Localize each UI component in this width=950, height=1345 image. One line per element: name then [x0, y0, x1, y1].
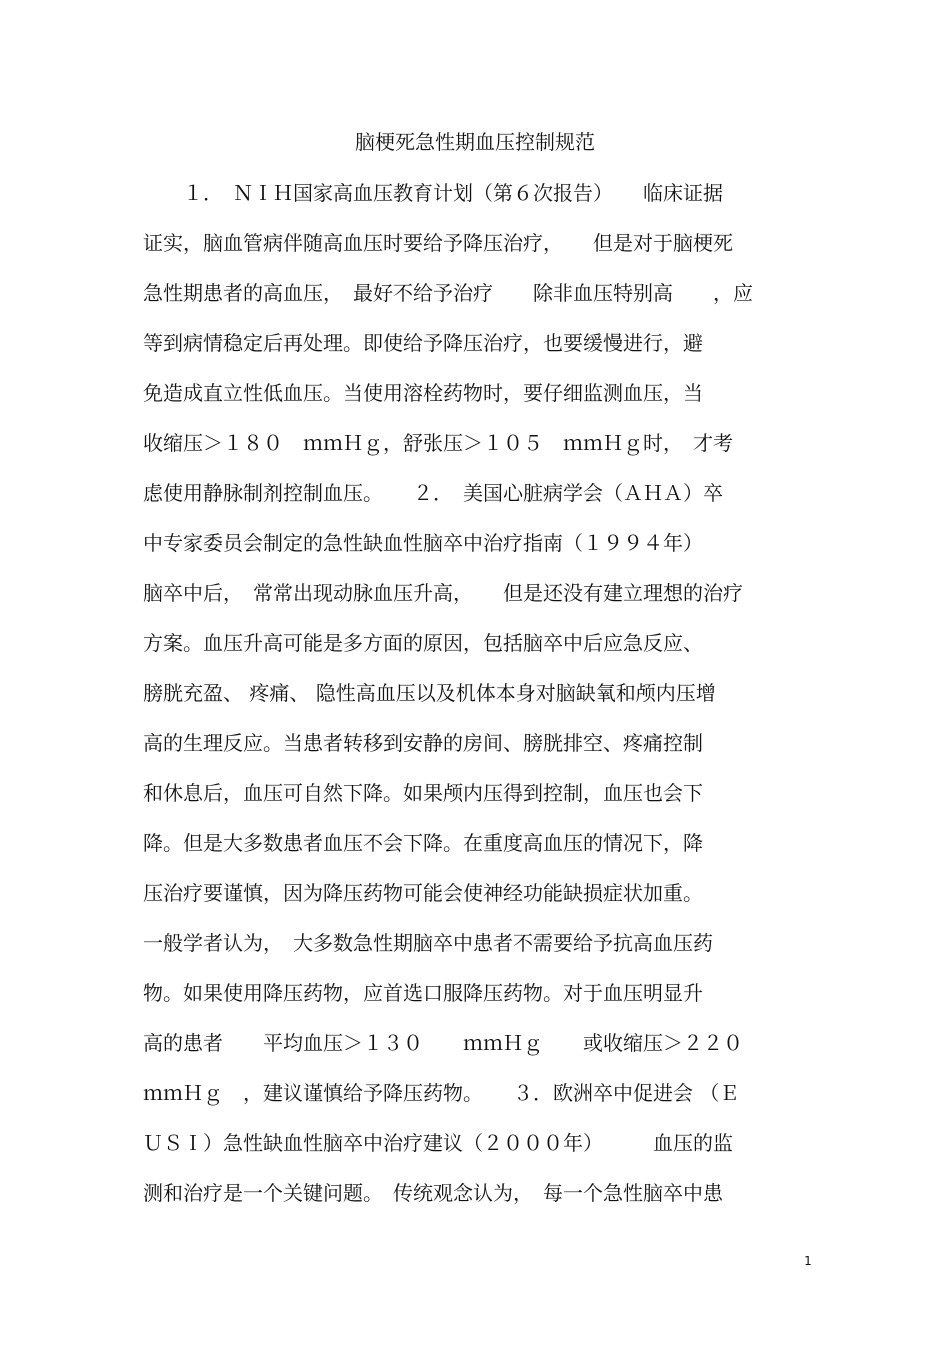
text-line-8: 中专家委员会制定的急性缺血性脑卒中治疗指南（１９９４年） — [143, 531, 703, 555]
text-line-18: 高的患者 平均血压＞１３０ ｍｍＨｇ 或收缩压＞２２０ — [143, 1031, 743, 1055]
text-line-14: 降。但是大多数患者血压不会下降。在重度高血压的情况下，降 — [143, 831, 703, 855]
text-line-12: 高的生理反应。当患者转移到安静的房间、膀胱排空、疼痛控制 — [143, 731, 703, 755]
body-text — [143, 175, 813, 1225]
page-number: 1 — [804, 1254, 812, 1268]
text-line-15: 压治疗要谨慎，因为降压药物可能会使神经功能缺损症状加重。 — [143, 881, 703, 905]
text-line-21: 测和治疗是一个关键问题。 传统观念认为， 每一个急性脑卒中患 — [143, 1181, 723, 1205]
text-line-1: １． ＮＩＨ国家高血压教育计划（第６次报告） 临床证据 — [143, 181, 723, 205]
text-line-11: 膀胱充盈、 疼痛、 隐性高血压以及机体本身对脑缺氧和颅内压增 — [143, 681, 716, 705]
document-title: 脑梗死急性期血压控制规范 — [355, 130, 595, 154]
text-line-13: 和休息后，血压可自然下降。如果颅内压得到控制，血压也会下 — [143, 781, 703, 805]
text-line-9: 脑卒中后， 常常出现动脉血压升高， 但是还没有建立理想的治疗 — [143, 581, 743, 605]
text-line-6: 收缩压＞１８０ ｍｍＨｇ，舒张压＞１０５ ｍｍＨｇ时， 才考 — [143, 431, 733, 455]
text-line-2: 证实，脑血管病伴随高血压时要给予降压治疗， 但是对于脑梗死 — [143, 231, 733, 255]
text-line-20: ＵＳＩ）急性缺血性脑卒中治疗建议（２０００年） 血压的监 — [143, 1131, 733, 1155]
text-line-16: 一般学者认为， 大多数急性期脑卒中患者不需要给予抗高血压药 — [143, 931, 713, 955]
text-line-19: ｍｍＨｇ ，建议谨慎给予降压药物。 ３．欧洲卒中促进会 （Ｅ — [143, 1081, 740, 1105]
text-line-4: 等到病情稳定后再处理。即使给予降压治疗，也要缓慢进行，避 — [143, 331, 703, 355]
text-line-3: 急性期患者的高血压， 最好不给予治疗 除非血压特别高 ，应 — [143, 281, 753, 305]
text-line-17: 物。如果使用降压药物，应首选口服降压药物。对于血压明显升 — [143, 981, 703, 1005]
text-line-10: 方案。血压升高可能是多方面的原因，包括脑卒中后应急反应、 — [143, 631, 703, 655]
text-line-7: 虑使用静脉制剂控制血压。 ２． 美国心脏病学会（ＡＨＡ）卒 — [143, 481, 723, 505]
text-line-5: 免造成直立性低血压。当使用溶栓药物时，要仔细监测血压，当 — [143, 381, 703, 405]
